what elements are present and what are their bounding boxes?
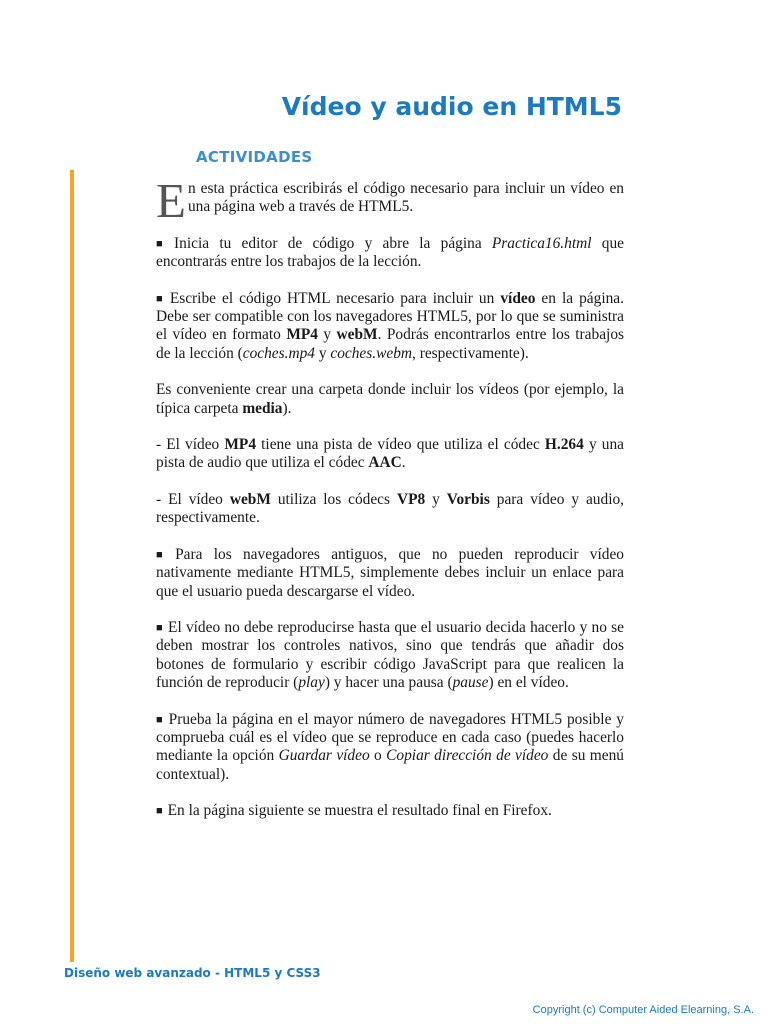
- text: tiene una pista de vídeo que utiliza el códec: [256, 436, 545, 454]
- keyword: media: [242, 399, 283, 417]
- text: y: [425, 490, 447, 508]
- course-footer: Diseño web avanzado - HTML5 y CSS3: [64, 966, 321, 980]
- filename: Practica16.html: [491, 234, 592, 252]
- text: y: [317, 326, 337, 344]
- filename: coches.webm: [330, 344, 413, 362]
- intro-text: n esta práctica escribirás el código necesario para incluir un vídeo en una página web a través de HTML5.: [187, 180, 624, 216]
- keyword: Vorbis: [446, 490, 490, 508]
- text: , respectivamente).: [412, 344, 529, 362]
- text: y una pista de audio que utiliza el códec: [156, 436, 624, 472]
- step-legacy-browsers: [156, 546, 624, 601]
- square-bullet-icon: ■: [156, 237, 170, 250]
- text: El vídeo no debe reproducirse hasta que el usuario decida hacerlo y no se deben mostrar los controles nativos, sino que tendrás que añadir dos botones de formulario y escribir código JavaScript para que realicen la función de reproducir (: [156, 618, 624, 692]
- note-media-folder: [156, 381, 624, 418]
- text: Inicia tu editor de código y abre la página: [174, 234, 492, 252]
- text: de su menú contextual).: [156, 747, 624, 783]
- step-final-result: [156, 802, 624, 820]
- menu-option: Copiar dirección de vídeo: [386, 747, 549, 765]
- text: - El vídeo: [156, 436, 225, 454]
- text: Prueba la página en el mayor número de navegadores HTML5 posible y comprueba cuál es el vídeo que se reproduce en cada caso (puedes hacerlo mediante la opción: [156, 710, 624, 765]
- square-bullet-icon: ■: [156, 548, 171, 561]
- activity-body: [156, 173, 625, 839]
- text: Es conveniente crear una carpeta donde incluir los vídeos (por ejemplo, la típica carpeta: [156, 381, 624, 417]
- term: pause: [452, 674, 489, 692]
- dropcap-letter: E: [156, 173, 186, 228]
- text: . Podrás encontrarlos entre los trabajos de la lección (: [156, 326, 625, 362]
- keyword: VP8: [396, 490, 426, 508]
- term: play: [298, 674, 325, 692]
- text: .: [401, 454, 406, 472]
- keyword: vídeo: [500, 289, 536, 307]
- step-custom-controls: [156, 619, 624, 693]
- text: para vídeo y audio, respectivamente.: [156, 490, 625, 527]
- step-test-browsers: [156, 711, 624, 785]
- text: que encontrarás entre los trabajos de la lección.: [156, 234, 624, 271]
- accent-sidebar-line: [70, 170, 74, 962]
- square-bullet-icon: ■: [156, 292, 165, 305]
- text: o: [369, 747, 387, 765]
- text: y: [314, 344, 331, 362]
- text: ) y hacer una pausa (: [324, 674, 453, 692]
- square-bullet-icon: ■: [156, 805, 163, 818]
- step-write-html: [156, 290, 624, 364]
- text: En la página siguiente se muestra el resultado final en Firefox.: [167, 802, 552, 820]
- note-webm-codecs: [156, 491, 624, 528]
- square-bullet-icon: ■: [156, 621, 164, 634]
- keyword: webM: [336, 326, 378, 344]
- text: Escribe el código HTML necesario para incluir un: [169, 289, 501, 307]
- text: ) en el vídeo.: [488, 674, 569, 692]
- copyright-footer: Copyright (c) Computer Aided Elearning, S.A.: [532, 1004, 754, 1016]
- text: en la página. Debe ser compatible con los navegadores HTML5, por lo que se suministra el vídeo en formato: [156, 289, 624, 344]
- menu-option: Guardar vídeo: [278, 747, 370, 765]
- keyword: H.264: [544, 436, 584, 454]
- square-bullet-icon: ■: [156, 713, 164, 726]
- step-open-editor: [156, 235, 624, 272]
- section-heading: ACTIVIDADES: [196, 148, 313, 166]
- text: ).: [282, 399, 292, 417]
- keyword: webM: [229, 490, 271, 508]
- keyword: MP4: [224, 436, 257, 454]
- intro-paragraph: [156, 173, 624, 228]
- text: utiliza los códecs: [270, 490, 397, 508]
- filename: coches.mp4: [242, 344, 315, 362]
- keyword: MP4: [286, 326, 318, 344]
- text: Para los navegadores antiguos, que no pueden reproducir vídeo nativamente mediante HTML5, simplemente debes incluir un enlace para que el usuario pueda descargarse el vídeo.: [156, 545, 624, 600]
- text: - El vídeo: [156, 490, 230, 508]
- note-mp4-codecs: [156, 436, 624, 473]
- page-title: Vídeo y audio en HTML5: [281, 92, 622, 121]
- keyword: AAC: [368, 454, 402, 472]
